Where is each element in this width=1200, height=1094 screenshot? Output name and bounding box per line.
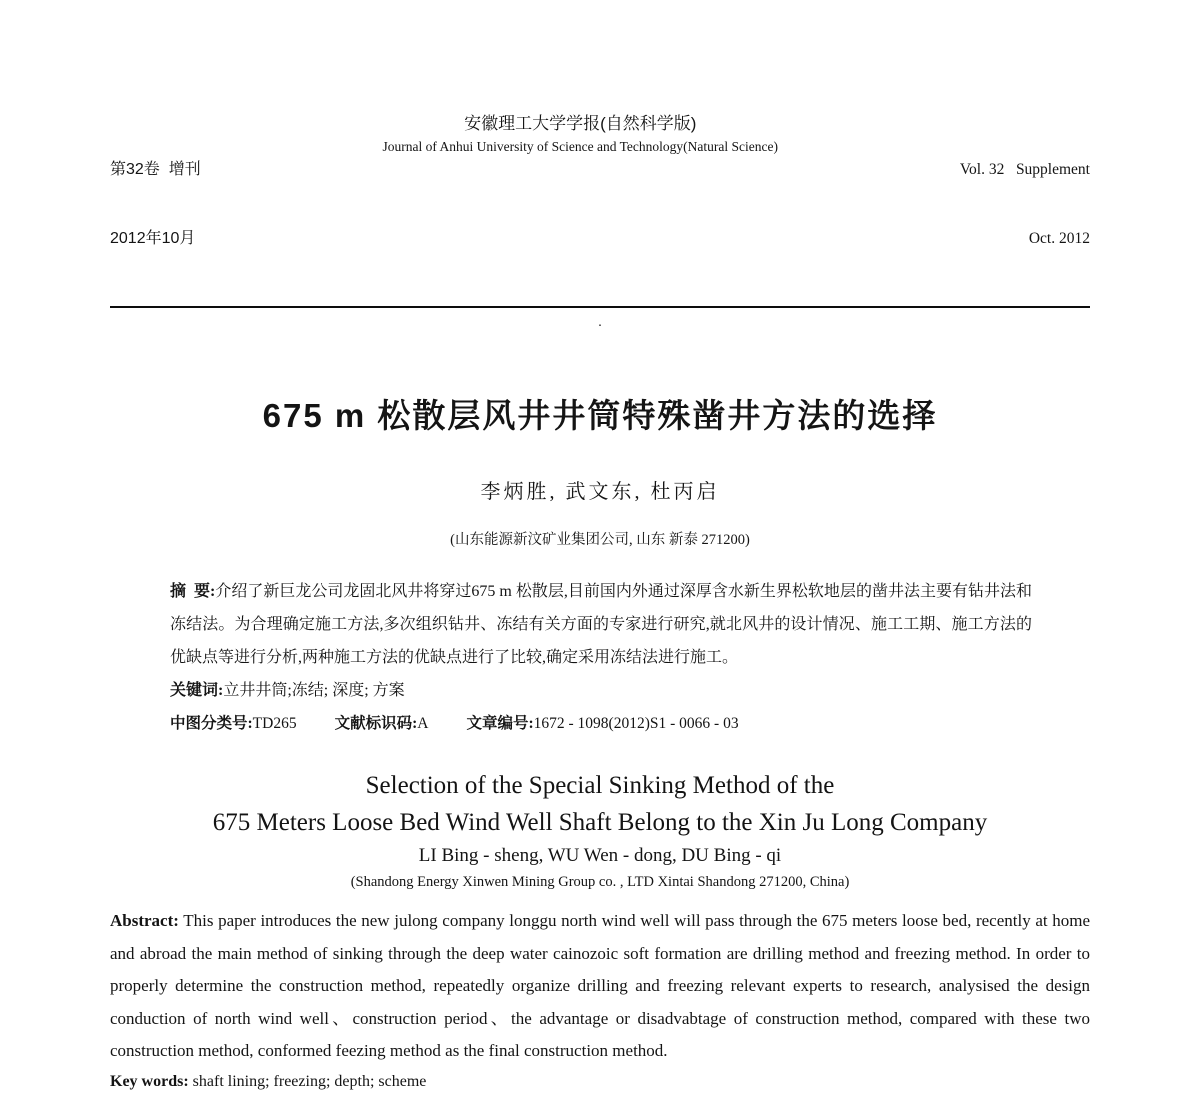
abstract-cn-label: 摘 要: [170,583,216,600]
keywords-cn-text: 立井井筒;冻结; 深度; 方案 [223,682,405,699]
clc-label: 中图分类号: [170,715,253,732]
article-title-en [110,767,1090,841]
header-volume-block [960,112,1090,296]
article-title-en-line2: 675 Meters Loose Bed Wind Well Shaft Belong to the Xin Ju Long Company [212,809,988,836]
doc-code-label: 文献标识码: [334,715,418,732]
article-title-en-line1: Selection of the Special Sinking Method of the [365,772,835,799]
keywords-en-text: shaft lining; freezing; depth; scheme [188,1072,427,1090]
authors-en: LI Bing - sheng, WU Wen - dong, DU Bing - qi [418,845,782,866]
keywords-cn [170,674,1032,707]
header-issue-info [110,112,201,296]
doc-code-value: A [417,715,429,732]
keywords-cn-label: 关键词: [170,682,224,699]
article-id-label: 文章编号: [466,715,534,732]
affiliation-cn: (山东能源新汶矿业集团公司, 山东 新泰 271200) [450,532,750,548]
classification-line [170,709,1032,739]
abstract-cn-text: 介绍了新巨龙公司龙固北风井将穿过675 m 松散层,目前国内外通过深厚含水新生界松软地层的凿井法主要有钻井法和冻结法。为合理确定施工方法,多次组织钻井、冻结有关方面的专家进行研究,就北风井的设计情况、施工工期、施工方法的优缺点等进行分析,两种施工方法的优缺点进行了比较,确定采用冻结法进行施工。 [170,583,1032,666]
header-volume-cn: 第32卷 增刊 [110,161,201,178]
article-id-value: 1672 - 1098(2012)S1 - 0066 - 03 [533,715,739,732]
affiliation-en: (Shandong Energy Xinwen Mining Group co. , LTD Xintai Shandong 271200, China) [350,874,850,890]
keywords-en [110,1070,1090,1094]
abstract-en-label: Abstract: [110,911,179,930]
abstract-en [110,905,1090,1068]
doc-code-item [335,709,429,739]
abstract-en-text: This paper introduces the new julong company longgu north wind well will pass through the 675 meters loose bed, recently at home and abroad the main method of sinking through the deep water cainozoic soft formation are drilling method and freezing method. In order to properly determine the construction method, repeatedly organize drilling and freezing relevant experts to research, analysised the design conduction of north wind well、construction period、the advantage or disadvabtage of construction method, compared with these two construction method, conformed feezing method as the final construction method. [110,911,1090,1060]
clc-value: TD265 [252,715,297,732]
header-volume-en: Vol. 32 Supplement [959,161,1090,178]
header-date-cn: 2012年10月 [110,230,196,247]
header-date-en: Oct. 2012 [1028,230,1090,247]
keywords-en-label: Key words: [110,1072,189,1090]
journal-title-en: Journal of Anhui University of Science and Technology(Natural Science) [382,139,778,154]
abstract-cn [170,575,1032,674]
article-id-item [466,709,738,739]
scan-artifact-dot: . [598,315,602,330]
article-title-cn: 675 m 松散层风井井筒特殊凿井方法的选择 [262,397,938,434]
clc-item [170,709,297,739]
journal-header [110,112,1090,308]
journal-title-block [201,112,960,158]
journal-title-cn: 安徽理工大学学报(自然科学版) [464,114,697,133]
authors-cn: 李炳胜, 武文东, 杜丙启 [480,481,720,503]
